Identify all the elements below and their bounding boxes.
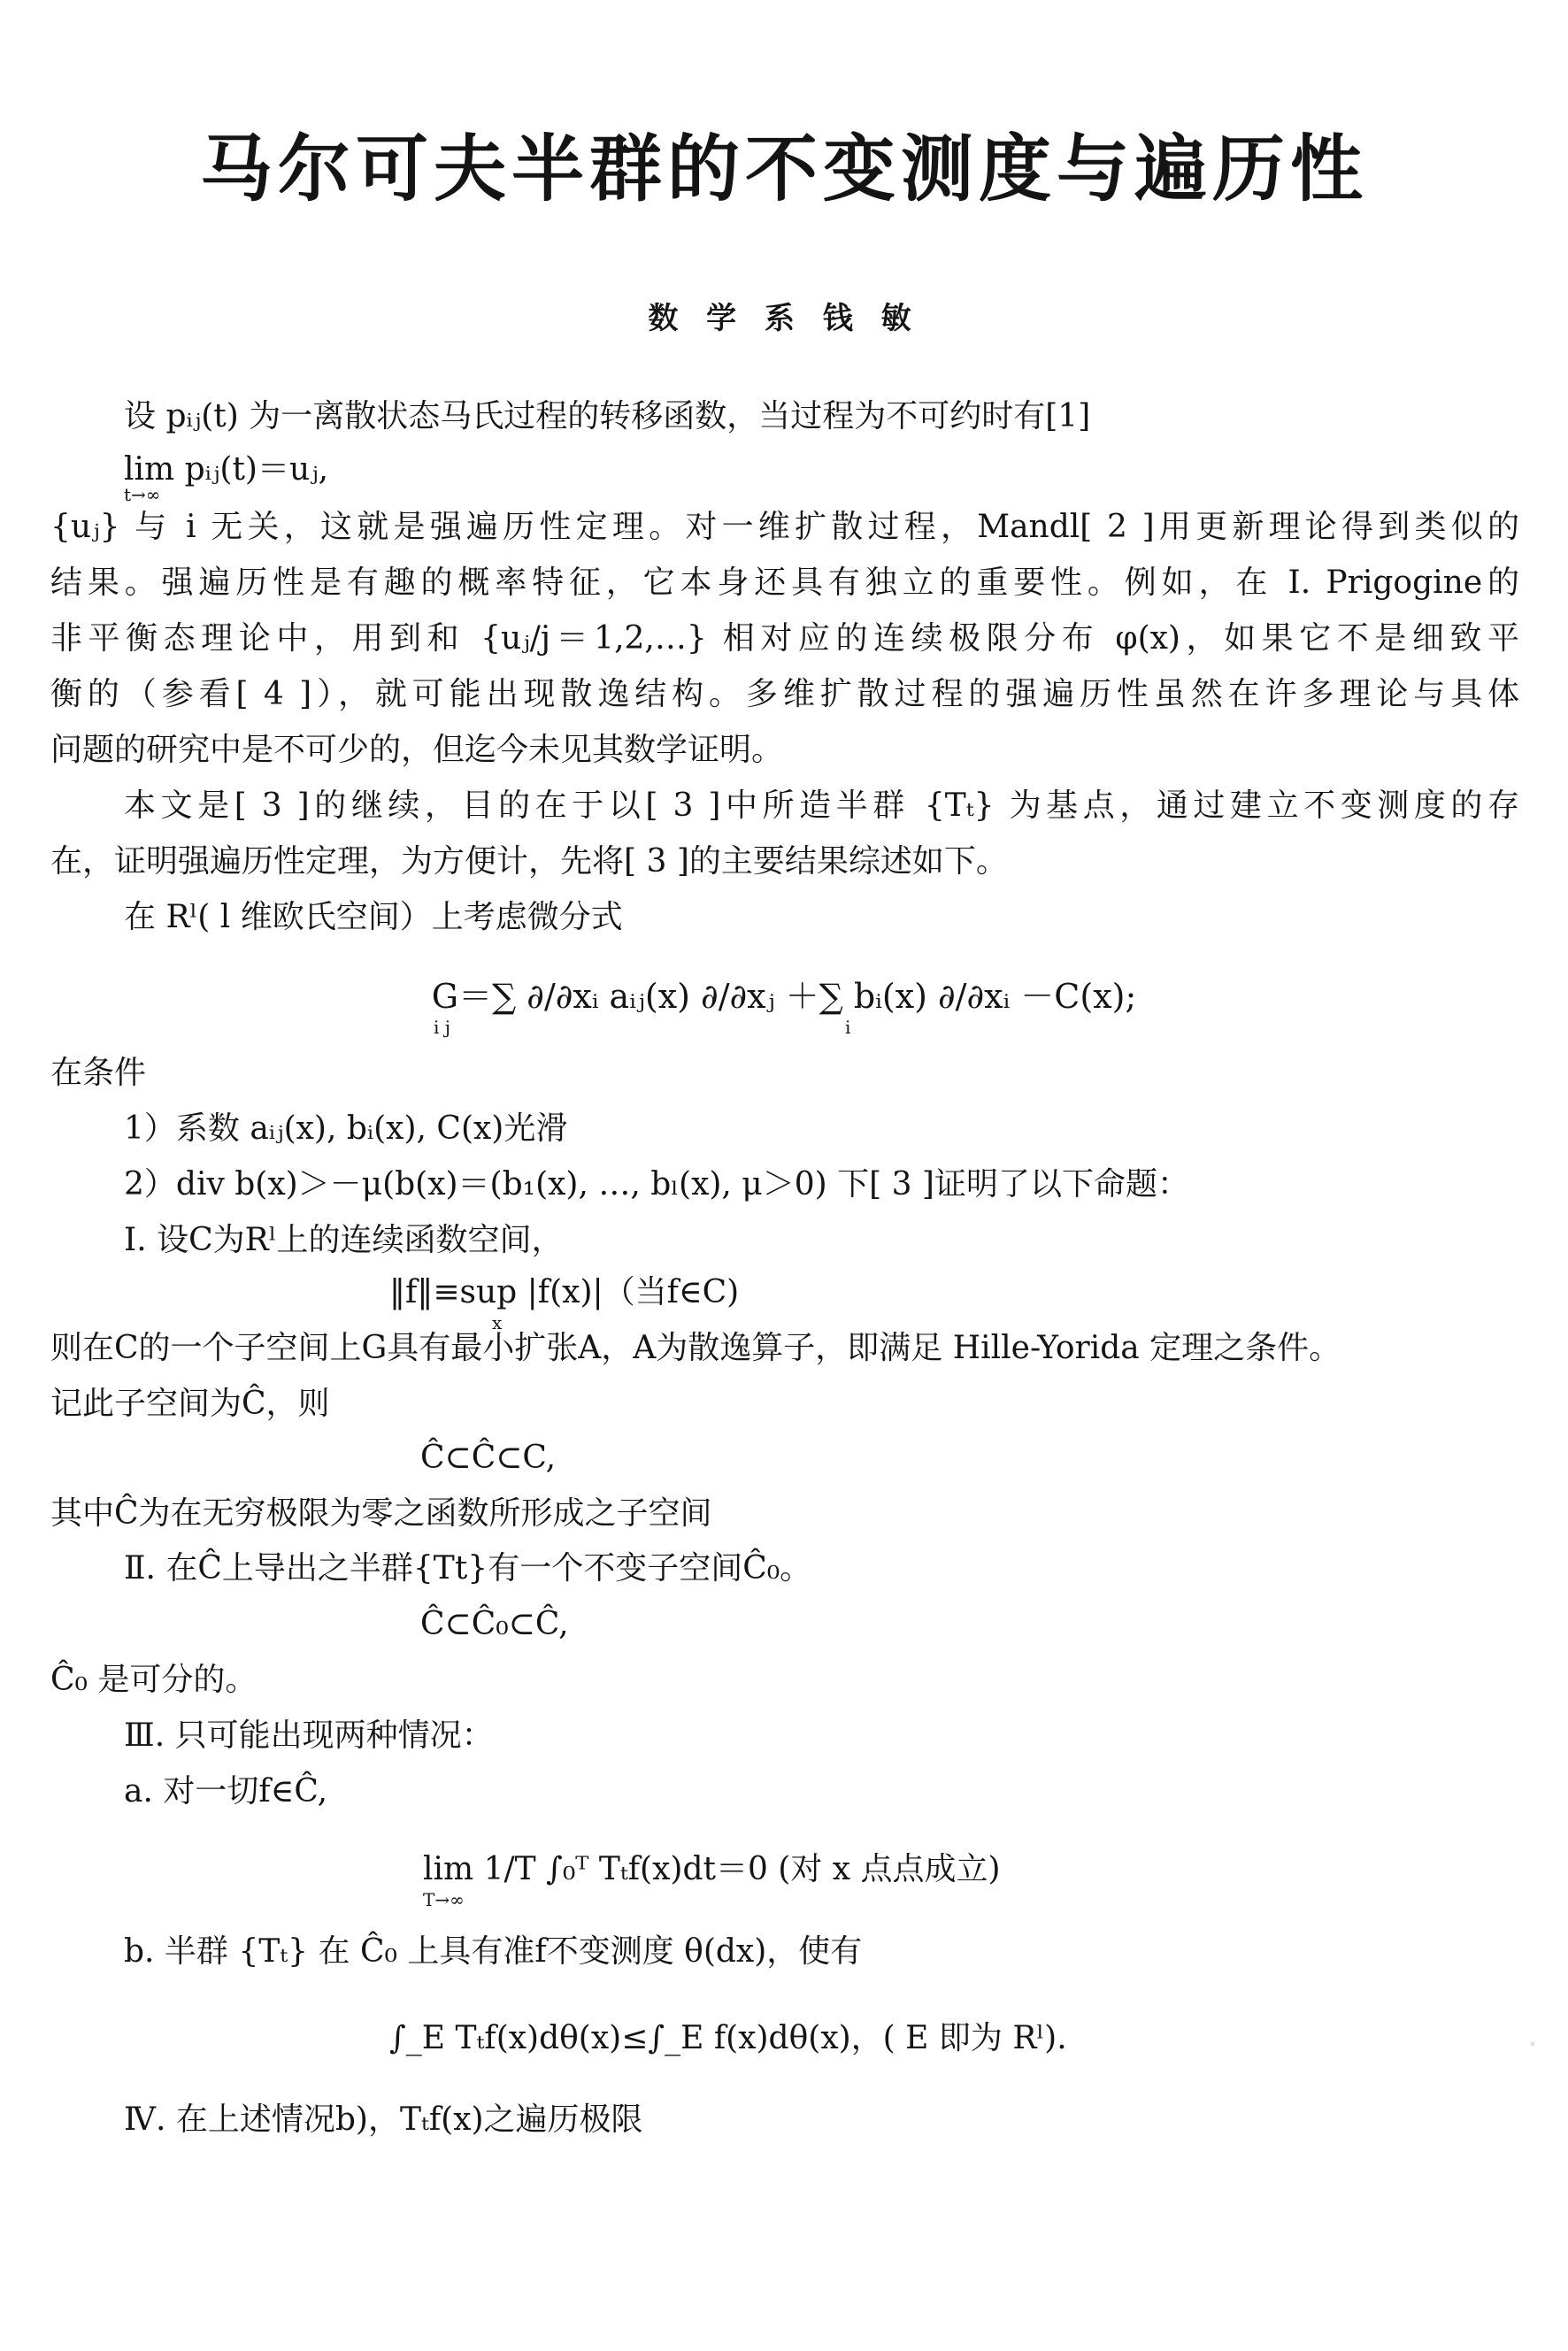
- invariant-measure-inequality: ∫_E Tₜf(x)dθ(x)≤∫_E f(x)dθ(x)，( E 即为 Rˡ).: [389, 2020, 1067, 2056]
- body-line: 结果。强遍历性是有趣的概率特征，它本身还具有独立的重要性。例如，在 I. Prigogine的: [50, 565, 1519, 601]
- ergodic-limit-formula: lim 1/T ∫₀ᵀ Tₜf(x)dt＝0 (对 x 点点成立): [423, 1851, 1001, 1887]
- operator-formula: [0, 978, 1568, 1017]
- operator-expression: G＝∑ ∂/∂xᵢ aᵢⱼ(x) ∂/∂xⱼ ＋∑ bᵢ(x) ∂/∂xᵢ －C(x);: [431, 977, 1137, 1016]
- limit-formula: [124, 451, 329, 505]
- body-line: 衡的（参看[ 4 ]），就可能出现散逸结构。多维扩散过程的强遍历性虽然在许多理论与具体: [50, 676, 1519, 712]
- body-line: 其中Ĉ为在无穷极限为零之函数所形成之子空间: [50, 1495, 712, 1532]
- body-line: 在 Rˡ( l 维欧氏空间）上考虑微分式: [124, 899, 623, 935]
- body-line: 非平衡态理论中，用到和 {uⱼ/j＝1,2,…} 相对应的连续极限分布 φ(x)，如果它不是细致平: [50, 620, 1519, 657]
- limit-subscript-T: T→∞: [423, 1889, 465, 1910]
- body-line: Ĉ₀ 是可分的。: [50, 1662, 257, 1698]
- paper-title: 马尔可夫半群的不变测度与遍历性: [199, 127, 1368, 211]
- proposition-2: Ⅱ. 在Ĉ上导出之半群{Tt}有一个不变子空间Ĉ₀。: [124, 1550, 812, 1587]
- limit-text: lim pᵢⱼ(t)＝uⱼ,: [124, 451, 329, 488]
- proposition-4: Ⅳ. 在上述情况b)，Tₜf(x)之遍历极限: [124, 2101, 643, 2138]
- sum-subscript-i: i: [845, 1017, 851, 1038]
- author-line: 数 学 系 钱 敏: [648, 301, 920, 336]
- body-line: 记此子空间为Ĉ，则: [50, 1386, 330, 1422]
- inclusion-formula-1: Ĉ⊂Ĉ⊂C,: [420, 1440, 557, 1476]
- body-line: 本文是[ 3 ]的继续，目的在于以[ 3 ]中所造半群 {Tₜ} 为基点，通过建立不变测度的存: [124, 788, 1519, 824]
- case-a: a. 对一切f∈Ĉ,: [124, 1773, 328, 1809]
- condition-1: 1）系数 aᵢⱼ(x), bᵢ(x), C(x)光滑: [124, 1110, 568, 1147]
- proposition-3: Ⅲ. 只可能出现两种情况：: [124, 1717, 494, 1754]
- limit-subscript: t→∞: [124, 484, 161, 505]
- body-line: 在条件: [50, 1055, 147, 1091]
- sum-subscript-ij: i j: [434, 1017, 450, 1038]
- scan-speck: [1531, 2042, 1534, 2046]
- inclusion-formula-2: Ĉ⊂Ĉ₀⊂Ĉ,: [420, 1606, 569, 1642]
- body-line: 在，证明强遍历性定理，为方便计，先将[ 3 ]的主要结果综述如下。: [50, 843, 1008, 880]
- norm-expression: ‖f‖≡sup |f(x)|（当f∈C): [389, 1274, 740, 1310]
- body-line: 设 pᵢⱼ(t) 为一离散状态马氏过程的转移函数，当过程为不可约时有[1]: [124, 398, 1091, 434]
- norm-formula: [389, 1274, 739, 1310]
- condition-2: 2）div b(x)＞－μ(b(x)＝(b₁(x), …, bₗ(x), μ＞0) 下[ 3 ]证明了以下命题：: [124, 1166, 1189, 1202]
- body-line: 问题的研究中是不可少的，但迄今未见其数学证明。: [50, 732, 784, 768]
- sup-subscript: x: [492, 1312, 503, 1333]
- proposition-1: Ⅰ. 设C为Rˡ上的连续函数空间，: [124, 1222, 564, 1258]
- body-line: {uⱼ} 与 i 无关，这就是强遍历性定理。对一维扩散过程，Mandl[ 2 ]用更新理论得到类似的: [50, 509, 1519, 545]
- body-line: 则在C的一个子空间上G具有最小扩张A，A为散逸算子，即满足 Hille-Yorida 定理之条件。: [50, 1330, 1341, 1366]
- limit-expression: [124, 451, 329, 505]
- case-b: b. 半群 {Tₜ} 在 Ĉ₀ 上具有准f不变测度 θ(dx)，使有: [124, 1933, 863, 1970]
